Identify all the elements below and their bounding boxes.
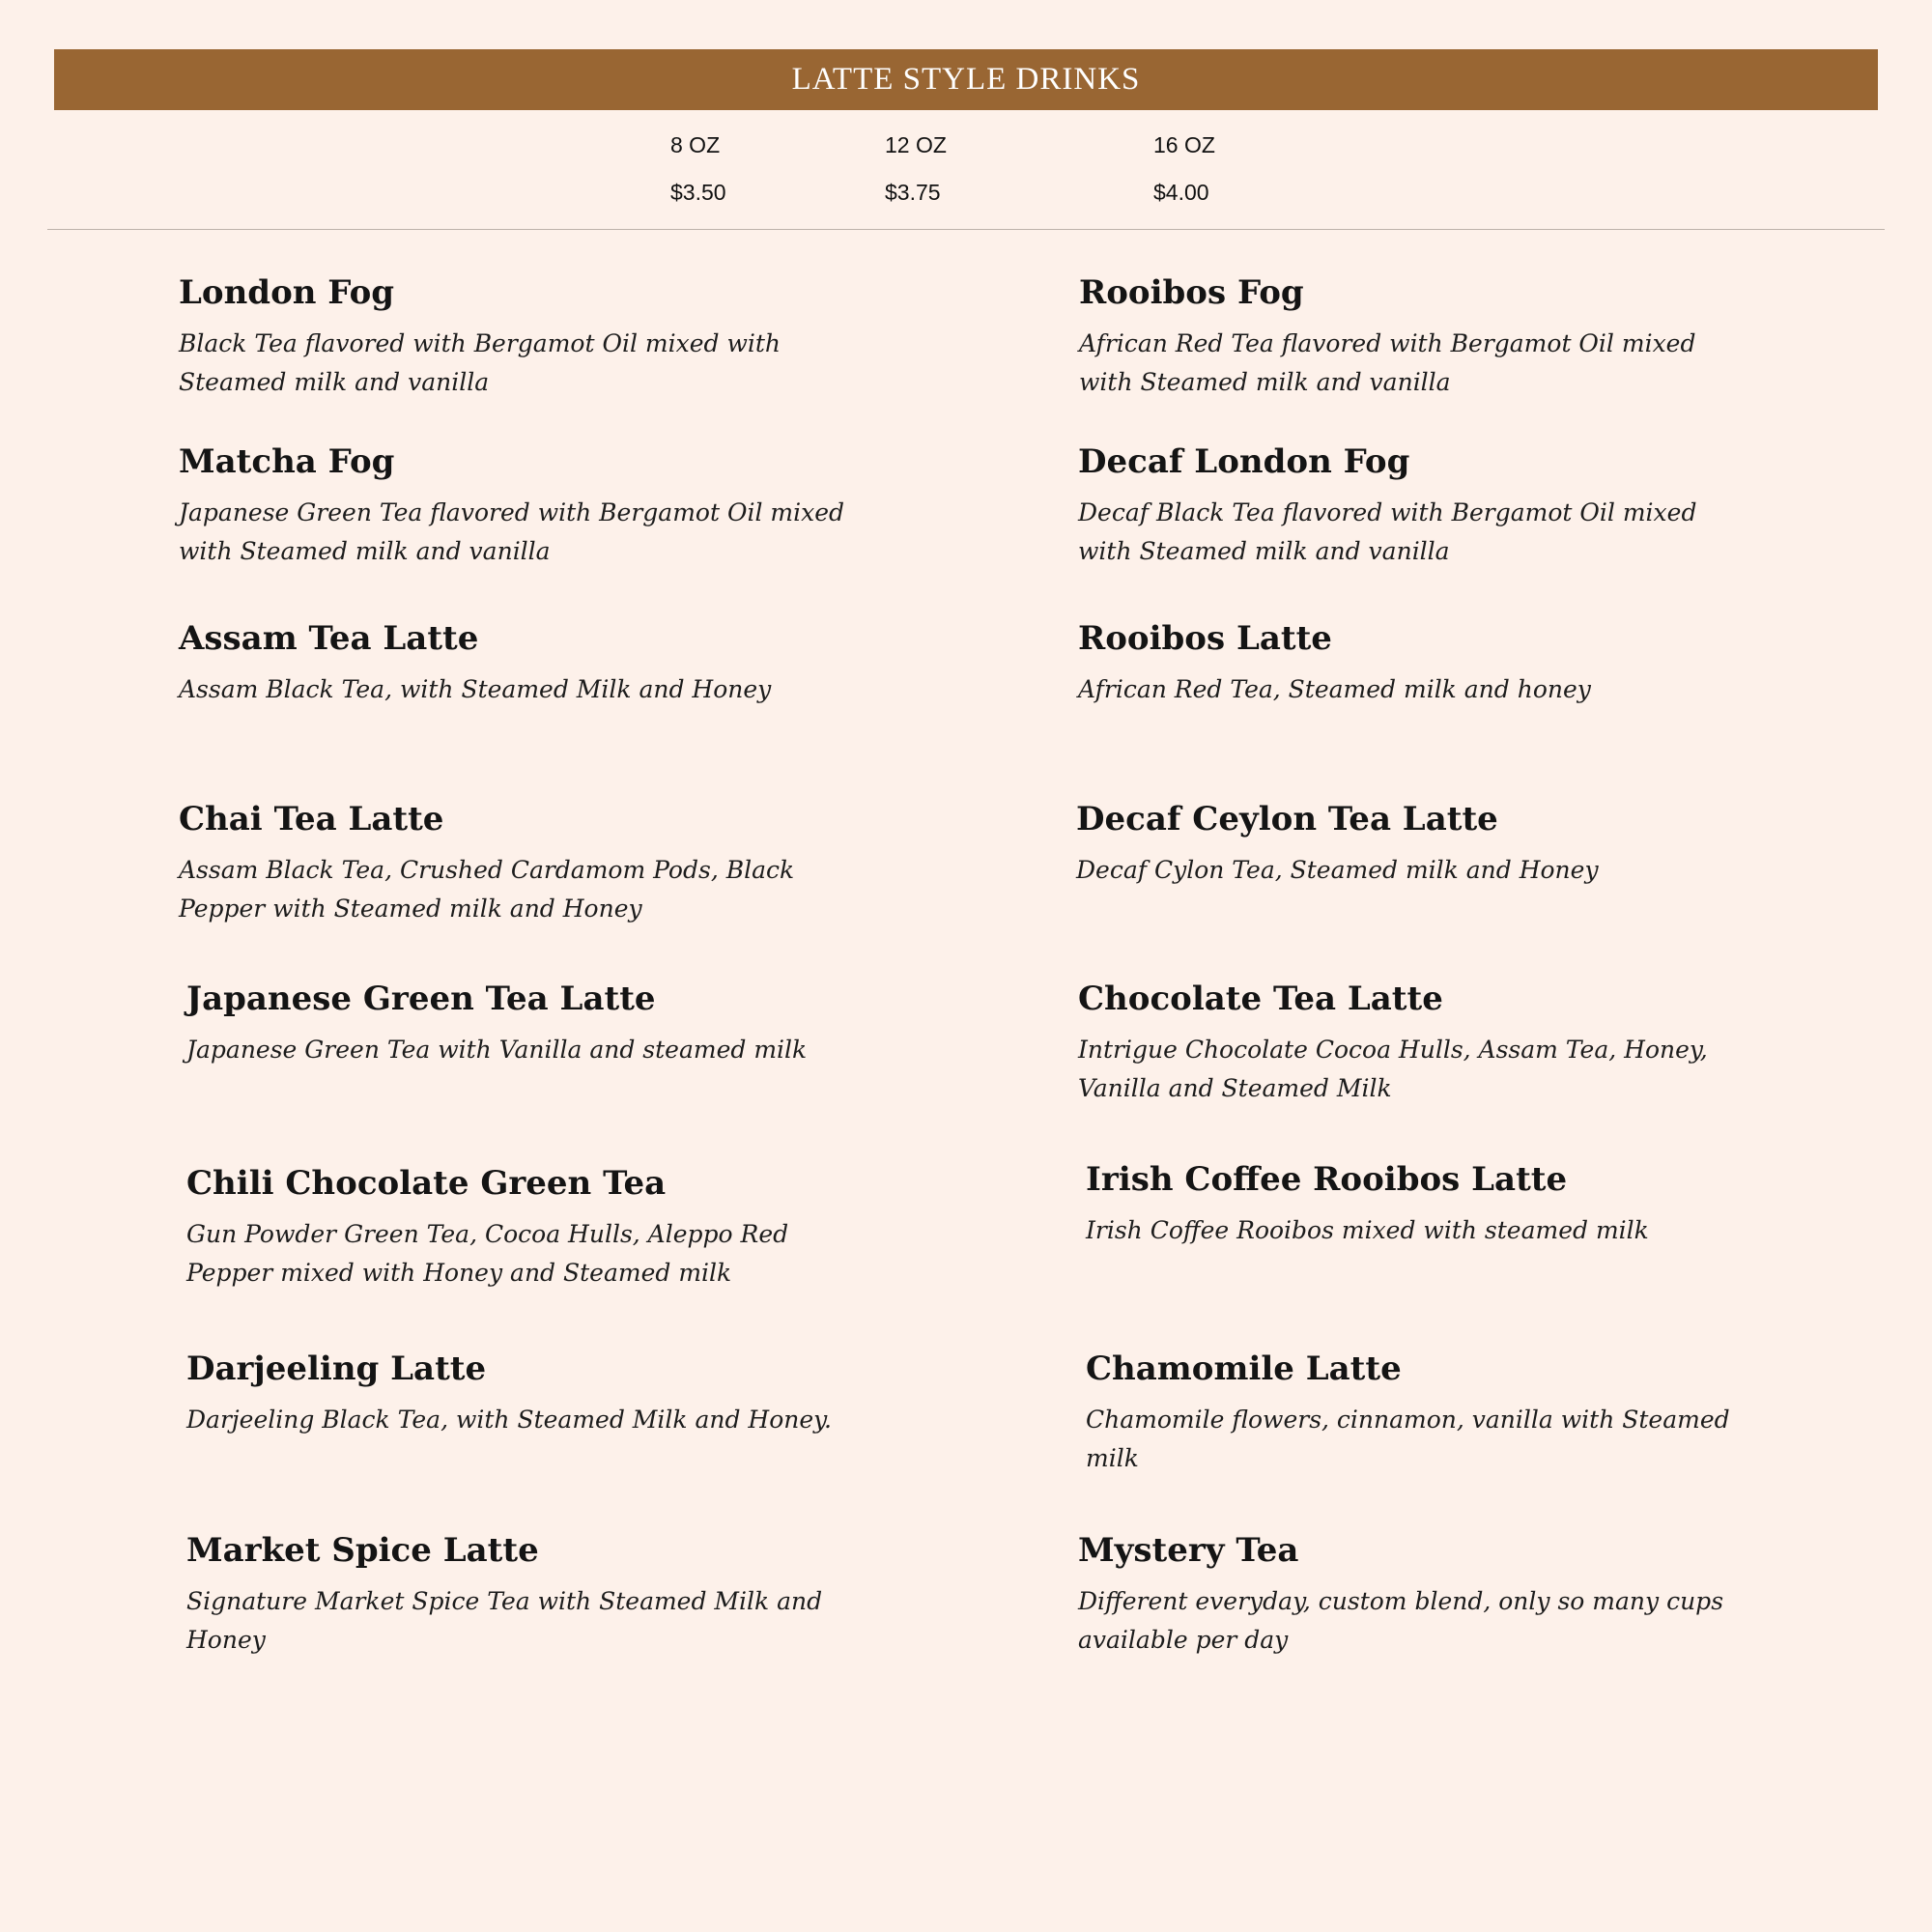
size-label-8oz: 8 OZ <box>670 132 721 157</box>
size-label-16oz: 16 OZ <box>1153 132 1215 157</box>
price-12oz: $3.75 <box>885 180 941 205</box>
item-description: Different everyday, custom blend, only so many cups available per day <box>1078 1587 1724 1654</box>
item-description: Japanese Green Tea with Vanilla and steamed milk <box>186 1036 808 1064</box>
item-description: Irish Coffee Rooibos mixed with steamed milk <box>1086 1216 1649 1244</box>
item-name: Chili Chocolate Green Tea <box>186 1164 667 1203</box>
size-label-12oz: 12 OZ <box>885 132 947 157</box>
menu-item-chamomile-latte <box>1086 1350 1762 1478</box>
section-header-banner <box>54 49 1878 110</box>
menu-item-rooibos-latte <box>1078 619 1754 709</box>
menu-item-mystery-tea <box>1078 1531 1754 1660</box>
item-name: Irish Coffee Rooibos Latte <box>1086 1160 1568 1199</box>
item-name: London Fog <box>179 273 395 312</box>
item-name: Decaf Ceylon Tea Latte <box>1076 800 1498 838</box>
item-name: Mystery Tea <box>1078 1531 1299 1570</box>
item-description: Black Tea flavored with Bergamot Oil mixed with Steamed milk and vanilla <box>179 329 781 396</box>
item-name: Rooibos Fog <box>1079 273 1304 312</box>
section-title: LATTE STYLE DRINKS <box>791 62 1141 97</box>
menu-item-chai-tea-latte <box>179 800 855 928</box>
item-name: Chamomile Latte <box>1086 1350 1402 1388</box>
menu-item-darjeeling-latte <box>186 1350 863 1439</box>
menu-item-chili-chocolate-green-tea <box>186 1164 863 1293</box>
menu-item-market-spice-latte <box>186 1531 863 1660</box>
price-8oz: $3.50 <box>670 180 726 205</box>
item-description: Signature Market Spice Tea with Steamed Milk and Honey <box>186 1587 823 1654</box>
item-description: Intrigue Chocolate Cocoa Hulls, Assam Tea, Honey, Vanilla and Steamed Milk <box>1078 1036 1708 1102</box>
menu-item-assam-tea-latte <box>179 619 855 709</box>
item-description: African Red Tea, Steamed milk and honey <box>1078 675 1591 703</box>
item-name: Rooibos Latte <box>1078 619 1332 658</box>
item-name: Market Spice Latte <box>186 1531 539 1570</box>
item-name: Decaf London Fog <box>1078 442 1410 481</box>
item-description: Assam Black Tea, Crushed Cardamom Pods, Black Pepper with Steamed milk and Honey <box>179 856 795 923</box>
item-name: Darjeeling Latte <box>186 1350 487 1388</box>
item-description: Chamomile flowers, cinnamon, vanilla with Steamed milk <box>1086 1406 1730 1472</box>
menu-item-decaf-london-fog <box>1078 442 1754 571</box>
item-name: Assam Tea Latte <box>179 619 479 658</box>
item-name: Matcha Fog <box>179 442 395 481</box>
menu-item-rooibos-fog <box>1079 273 1755 402</box>
item-name: Japanese Green Tea Latte <box>186 980 656 1018</box>
menu-item-chocolate-tea-latte <box>1078 980 1754 1108</box>
item-description: Decaf Black Tea flavored with Bergamot Oil mixed with Steamed milk and vanilla <box>1078 498 1697 565</box>
menu-item-decaf-ceylon-tea-latte <box>1076 800 1752 890</box>
item-description: Japanese Green Tea flavored with Bergamot Oil mixed with Steamed milk and vanilla <box>179 498 844 565</box>
menu-item-japanese-green-tea-latte <box>186 980 863 1069</box>
item-description: Assam Black Tea, with Steamed Milk and Honey <box>179 675 772 703</box>
item-description: Decaf Cylon Tea, Steamed milk and Honey <box>1076 856 1599 884</box>
item-description: Darjeeling Black Tea, with Steamed Milk and Honey. <box>186 1406 832 1434</box>
menu-item-irish-coffee-rooibos-latte <box>1086 1160 1762 1250</box>
item-name: Chai Tea Latte <box>179 800 444 838</box>
header-divider <box>47 229 1885 230</box>
item-name: Chocolate Tea Latte <box>1078 980 1443 1018</box>
item-description: African Red Tea flavored with Bergamot Oil mixed with Steamed milk and vanilla <box>1079 329 1696 396</box>
price-16oz: $4.00 <box>1153 180 1209 205</box>
item-description: Gun Powder Green Tea, Cocoa Hulls, Aleppo Red Pepper mixed with Honey and Steamed milk <box>186 1220 789 1287</box>
menu-item-london-fog <box>179 273 855 402</box>
menu-item-matcha-fog <box>179 442 855 571</box>
